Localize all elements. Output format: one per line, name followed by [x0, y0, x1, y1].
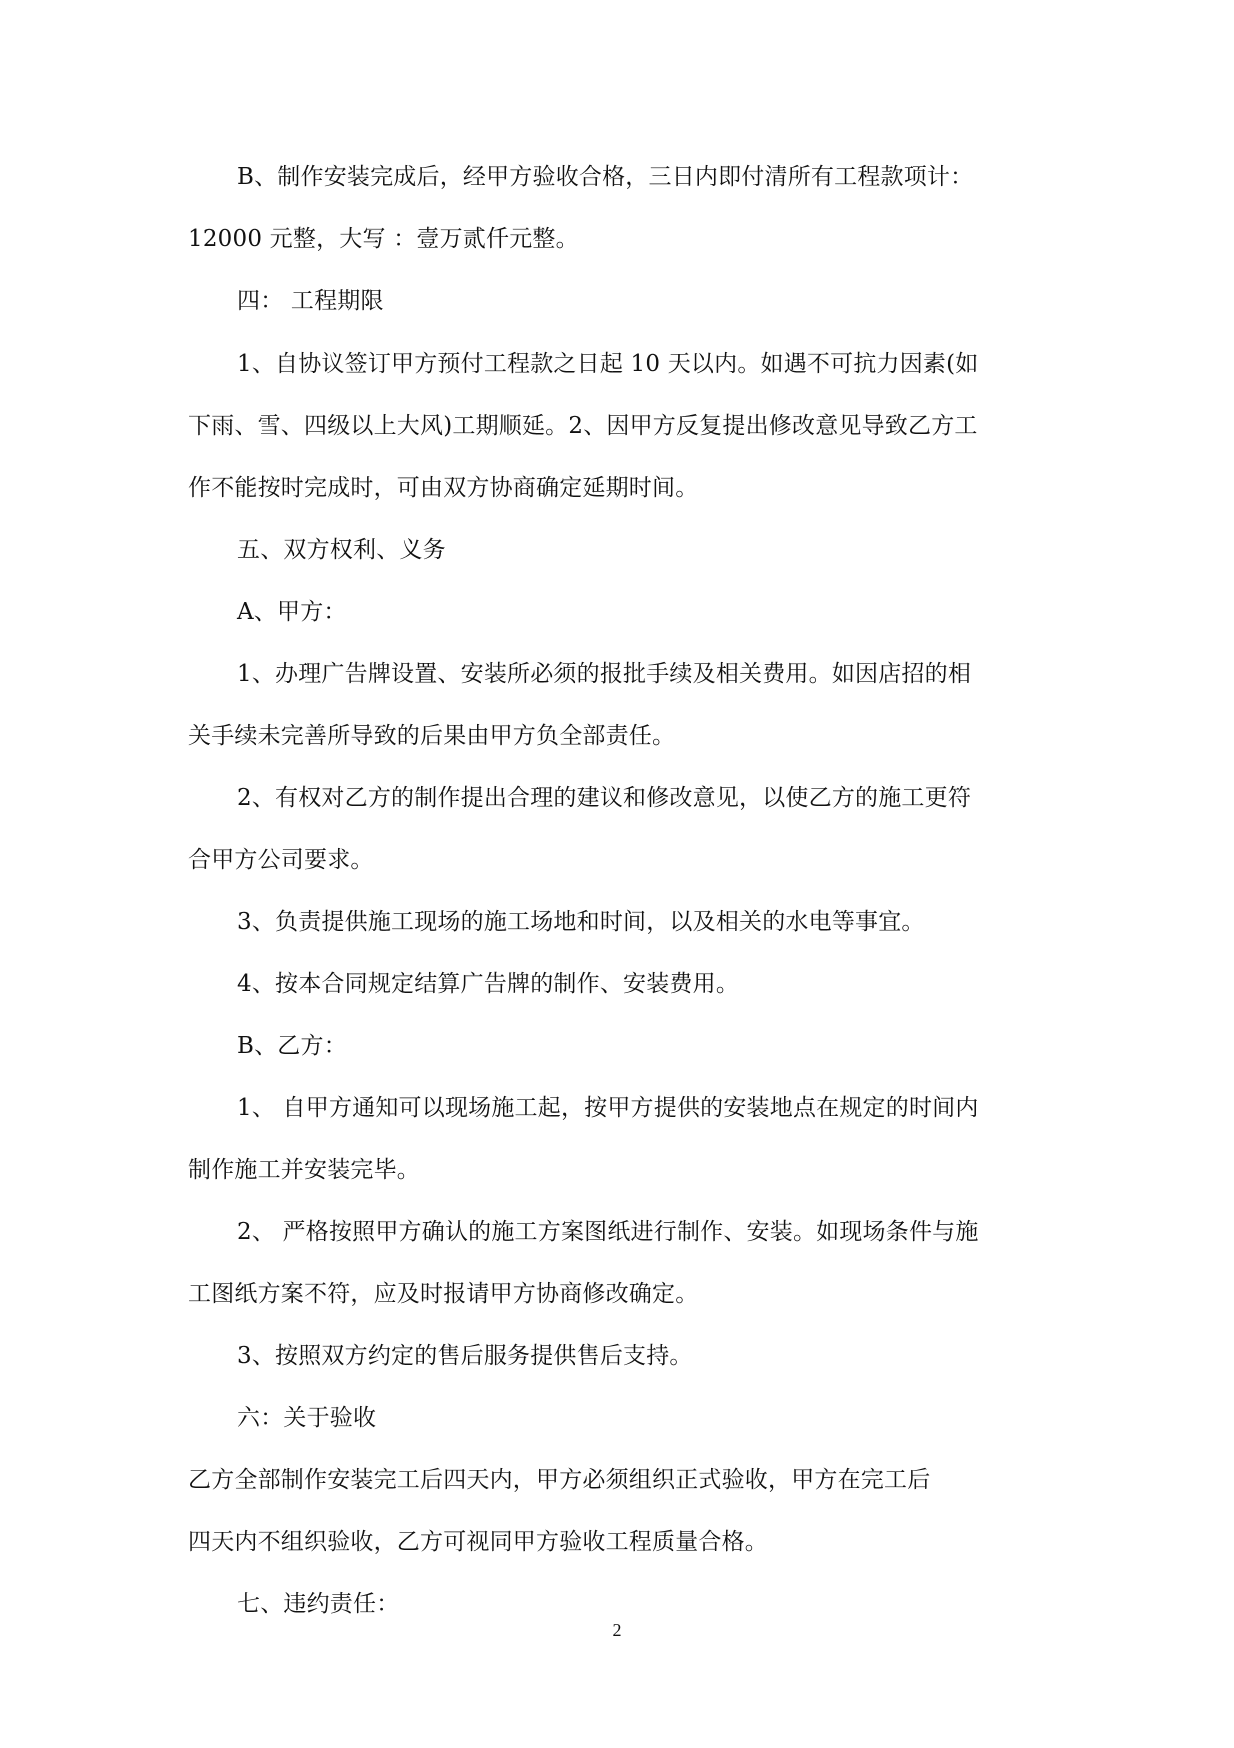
party-a-item-2-line-1: 2、有权对乙方的制作提出合理的建议和修改意见，以使乙方的施工更符: [237, 785, 972, 811]
party-b-item-1-line-1: 1、 自甲方通知可以现场施工起，按甲方提供的安装地点在规定的时间内: [237, 1095, 979, 1121]
party-a-item-1-line-1: 1、办理广告牌设置、安装所必须的报批手续及相关费用。如因店招的相: [237, 661, 972, 687]
party-a-item-4: 4、按本合同规定结算广告牌的制作、安装费用。: [237, 971, 740, 997]
section-heading-project-period: 四： 工程期限: [237, 288, 384, 314]
party-b-item-2-line-1: 2、 严格按照甲方确认的施工方案图纸进行制作、安装。如现场条件与施: [237, 1219, 979, 1245]
party-a-item-3: 3、负责提供施工现场的施工场地和时间，以及相关的水电等事宜。: [237, 909, 925, 935]
party-a-item-1-line-2: 关手续未完善所导致的后果由甲方负全部责任。: [188, 723, 676, 749]
section-heading-rights-obligations: 五、双方权利、义务: [237, 537, 446, 563]
party-b-item-1-line-2: 制作施工并安装完毕。: [188, 1157, 420, 1183]
acceptance-paragraph-line-2: 四天内不组织验收，乙方可视同甲方验收工程质量合格。: [188, 1529, 768, 1555]
page-number: 2: [612, 1620, 622, 1640]
payment-clause-b-line-2: 12000 元整，大写 ：壹万贰仟元整。: [188, 226, 579, 252]
party-b-heading: B、乙方：: [237, 1033, 347, 1059]
payment-clause-b-line-1: B、制作安装完成后，经甲方验收合格，三日内即付清所有工程款项计：: [237, 164, 974, 190]
period-clause-line-2: 下雨、雪、四级以上大风)工期顺延。2、因甲方反复提出修改意见导致乙方工: [188, 413, 978, 439]
party-a-heading: A、甲方：: [237, 599, 347, 625]
section-heading-breach-liability: 七、违约责任：: [237, 1591, 400, 1617]
party-a-item-2-line-2: 合甲方公司要求。: [188, 847, 374, 873]
acceptance-paragraph-line-1: 乙方全部制作安装完工后四天内，甲方必须组织正式验收，甲方在完工后: [188, 1467, 931, 1493]
period-clause-line-3: 作不能按时完成时，可由双方协商确定延期时间。: [188, 475, 699, 501]
party-b-item-2-line-2: 工图纸方案不符，应及时报请甲方协商修改确定。: [188, 1281, 699, 1307]
party-b-item-3: 3、按照双方约定的售后服务提供售后支持。: [237, 1343, 693, 1369]
section-heading-acceptance: 六：关于验收: [237, 1405, 377, 1431]
period-clause-line-1: 1、自协议签订甲方预付工程款之日起 10 天以内。如遇不可抗力因素(如: [237, 351, 979, 377]
